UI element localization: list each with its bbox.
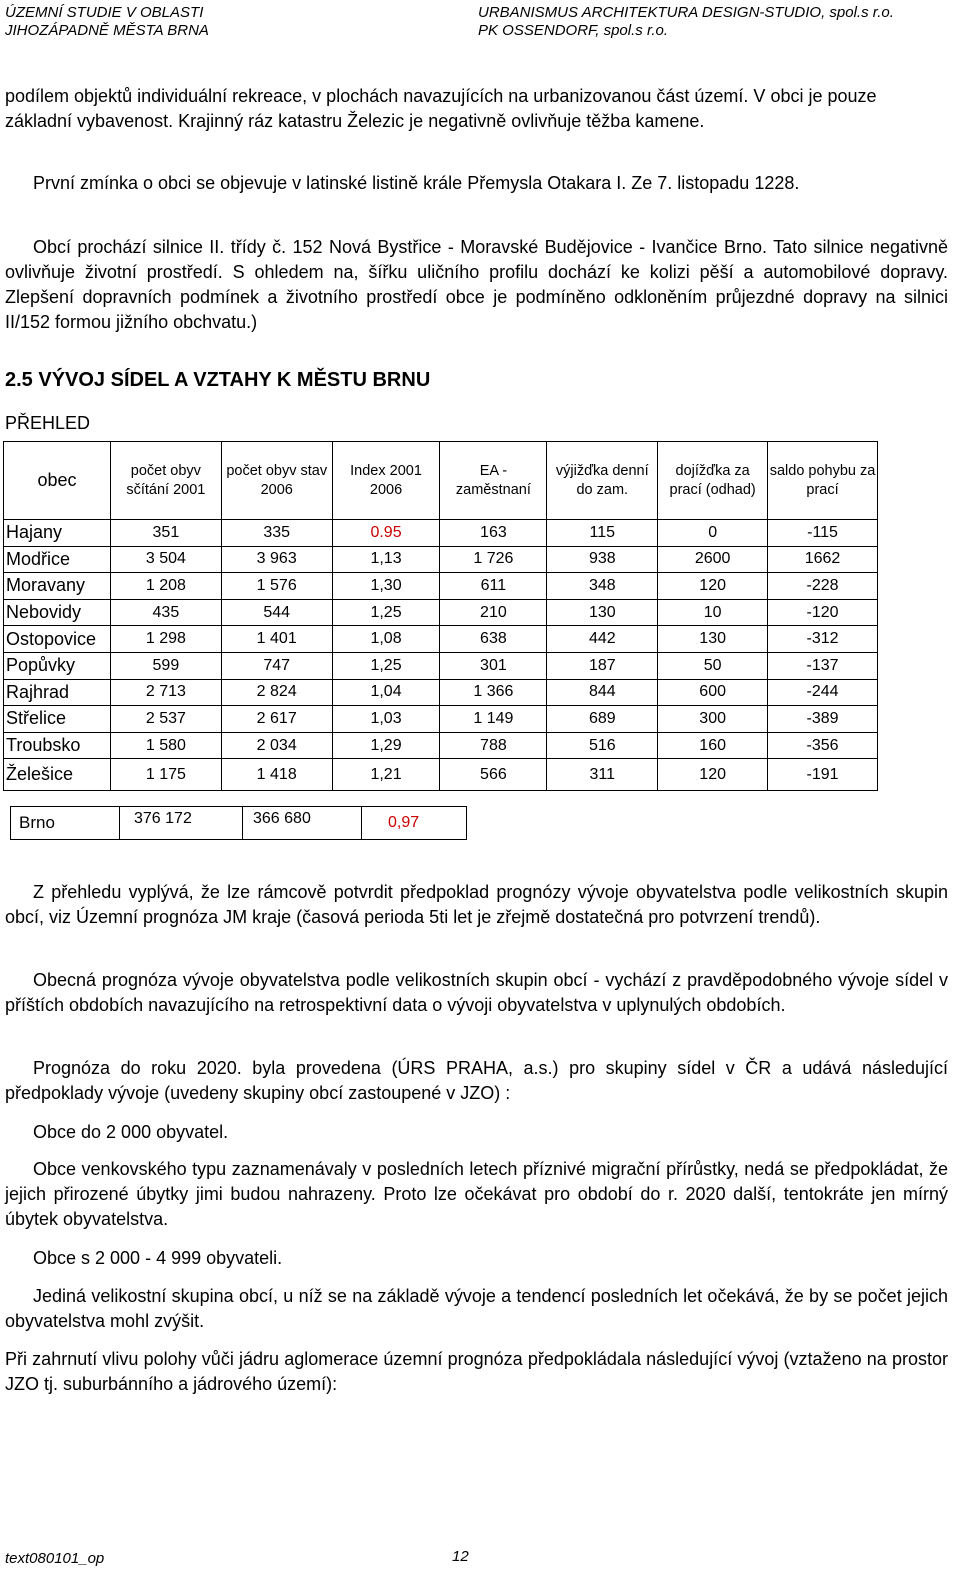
- table-row: [4, 732, 878, 759]
- table-row: [4, 573, 878, 600]
- header-right-line1: URBANISMUS ARCHITEKTURA DESIGN-STUDIO, spol.s r.o.: [478, 4, 894, 21]
- cell-index: 1,30: [332, 573, 440, 600]
- header-right: [478, 4, 894, 40]
- intro-paragraph-1: podílem objektů individuální rekreace, v plochách navazujících na urbanizovanou část území. V obci je pouze základní vybavenost. Krajinný ráz katastru Železic je negativně ovlivňuje těžba kamene.: [5, 86, 877, 131]
- cell-name: Střelice: [4, 706, 111, 733]
- footer-document-id: text080101_op: [5, 1550, 105, 1567]
- cell-census-2001: 1 208: [110, 573, 221, 600]
- cell-index: 1,03: [332, 706, 440, 733]
- header-index: Index 2001 2006: [332, 442, 440, 520]
- cell-stav-2006: 3 963: [221, 546, 332, 573]
- cell-dojizdka: 10: [658, 599, 768, 626]
- cell-index: 1,21: [332, 759, 440, 791]
- cell-census-2001: 2 713: [110, 679, 221, 706]
- header-right-line2: PK OSSENDORF, spol.s r.o.: [478, 22, 669, 39]
- cell-saldo: -228: [768, 573, 878, 600]
- cell-vyjizdka: 348: [547, 573, 658, 600]
- brno-index: 0,97: [362, 807, 467, 840]
- intro-paragraph-3: Obcí prochází silnice II. třídy č. 152 Nová Bystřice - Moravské Budějovice - Ivančice Brno. Tato silnice negativně ovlivňuje životní prostředí. S ohledem na, šířku uličního profilu dochází ke kolizi pěší a automobilové dopravy. Zlepšení dopravních podmínek a životního prostředí obce je podmíněno odkloněním průjezdné dopravy na silnici II/152 formou jižního obchvatu.): [5, 237, 948, 332]
- cell-census-2001: 435: [110, 599, 221, 626]
- cell-ea: 1 366: [440, 679, 547, 706]
- cell-stav-2006: 747: [221, 652, 332, 679]
- cell-dojizdka: 50: [658, 652, 768, 679]
- section-title: 2.5 VÝVOJ SÍDEL A VZTAHY K MĚSTU BRNU: [5, 369, 431, 391]
- cell-name: Moravany: [4, 573, 111, 600]
- cell-index: 1,13: [332, 546, 440, 573]
- cell-stav-2006: 2 617: [221, 706, 332, 733]
- table-row: [4, 759, 878, 791]
- cell-vyjizdka: 187: [547, 652, 658, 679]
- cell-dojizdka: 300: [658, 706, 768, 733]
- cell-stav-2006: 1 418: [221, 759, 332, 791]
- body-paragraph-8: Při zahrnutí vlivu polohy vůči jádru aglomerace územní prognóza předpokládala následující vývoj (vztaženo na prostor JZO tj. suburbánního a jádrového území):: [5, 1349, 948, 1394]
- cell-vyjizdka: 844: [547, 679, 658, 706]
- cell-ea: 163: [440, 520, 547, 547]
- body-paragraph-2: Obecná prognóza vývoje obyvatelstva podle velikostních skupin obcí - vychází z pravděpodobného vývoje sídel v příštích obdobích navazujícího na retrospektivní data o vývoji obyvatelstva v uplynulých obdobích.: [5, 970, 948, 1015]
- cell-stav-2006: 2 824: [221, 679, 332, 706]
- cell-census-2001: 3 504: [110, 546, 221, 573]
- cell-dojizdka: 0: [658, 520, 768, 547]
- table-row: [4, 599, 878, 626]
- body-paragraph-1: Z přehledu vyplývá, že lze rámcově potvrdit předpoklad prognózy vývoje obyvatelstva podle velikostních skupin obcí, viz Územní prognóza JM kraje (časová perioda 5ti let je zřejmě dostatečná pro potvrzení trendů).: [5, 882, 948, 927]
- cell-index: 1,25: [332, 599, 440, 626]
- cell-census-2001: 599: [110, 652, 221, 679]
- cell-vyjizdka: 130: [547, 599, 658, 626]
- cell-ea: 1 149: [440, 706, 547, 733]
- cell-name: Modřice: [4, 546, 111, 573]
- cell-name: Hajany: [4, 520, 111, 547]
- header-stav-2006: počet obyv stav 2006: [221, 442, 332, 520]
- body-paragraph-7: Jediná velikostní skupina obcí, u níž se na základě vývoje a tendencí posledních let očekává, že by se počet jejich obyvatelstva mohl zvýšit.: [5, 1286, 948, 1331]
- cell-stav-2006: 544: [221, 599, 332, 626]
- cell-index: 0.95: [332, 520, 440, 547]
- brno-stav-2006: 366 680: [243, 807, 362, 840]
- cell-ea: 788: [440, 732, 547, 759]
- cell-census-2001: 1 298: [110, 626, 221, 653]
- body-paragraph-5: Obce venkovského typu zaznamenávaly v posledních letech příznivé migrační přírůstky, nedá se předpokládat, že jejich přirozené úbytky jimi budou nahrazeny. Proto lze očekávat pro období do r. 2020 další, tentokráte jen mírný úbytek obyvatelstva.: [5, 1159, 948, 1229]
- cell-dojizdka: 120: [658, 759, 768, 791]
- cell-name: Rajhrad: [4, 679, 111, 706]
- cell-census-2001: 351: [110, 520, 221, 547]
- cell-vyjizdka: 311: [547, 759, 658, 791]
- cell-index: 1,25: [332, 652, 440, 679]
- footer-page-number: 12: [452, 1548, 469, 1565]
- header-dojizdka: dojížďka za prací (odhad): [658, 442, 768, 520]
- header-left: [5, 4, 209, 40]
- cell-stav-2006: 1 576: [221, 573, 332, 600]
- cell-saldo: -312: [768, 626, 878, 653]
- cell-dojizdka: 600: [658, 679, 768, 706]
- cell-stav-2006: 1 401: [221, 626, 332, 653]
- cell-name: Želešice: [4, 759, 111, 791]
- table-row: [4, 626, 878, 653]
- header-saldo: saldo pohybu za prací: [768, 442, 878, 520]
- cell-saldo: -115: [768, 520, 878, 547]
- cell-index: 1,04: [332, 679, 440, 706]
- header-left-line2: JIHOZÁPADNĚ MĚSTA BRNA: [5, 22, 209, 39]
- table-row: [4, 652, 878, 679]
- cell-vyjizdka: 938: [547, 546, 658, 573]
- body-paragraph-4: Obce do 2 000 obyvatel.: [33, 1122, 229, 1142]
- cell-vyjizdka: 689: [547, 706, 658, 733]
- cell-saldo: -389: [768, 706, 878, 733]
- table-row: [4, 546, 878, 573]
- cell-ea: 611: [440, 573, 547, 600]
- cell-saldo: -244: [768, 679, 878, 706]
- cell-ea: 566: [440, 759, 547, 791]
- header-census-2001: počet obyv sčítání 2001: [110, 442, 221, 520]
- cell-saldo: -120: [768, 599, 878, 626]
- cell-saldo: -137: [768, 652, 878, 679]
- cell-ea: 1 726: [440, 546, 547, 573]
- cell-census-2001: 1 175: [110, 759, 221, 791]
- cell-name: Popůvky: [4, 652, 111, 679]
- brno-table: [10, 806, 467, 840]
- table-row: [4, 679, 878, 706]
- header-obec: obec: [4, 442, 111, 520]
- table-row: [4, 520, 878, 547]
- population-table: [3, 441, 878, 791]
- cell-vyjizdka: 516: [547, 732, 658, 759]
- body-paragraph-6: Obce s 2 000 - 4 999 obyvateli.: [33, 1248, 283, 1268]
- cell-dojizdka: 130: [658, 626, 768, 653]
- cell-ea: 638: [440, 626, 547, 653]
- cell-saldo: 1662: [768, 546, 878, 573]
- cell-ea: 210: [440, 599, 547, 626]
- cell-census-2001: 2 537: [110, 706, 221, 733]
- brno-census-2001: 376 172: [120, 807, 243, 840]
- cell-vyjizdka: 442: [547, 626, 658, 653]
- cell-saldo: -191: [768, 759, 878, 791]
- brno-name: Brno: [11, 807, 120, 840]
- cell-stav-2006: 2 034: [221, 732, 332, 759]
- cell-stav-2006: 335: [221, 520, 332, 547]
- intro-paragraph-2: První zmínka o obci se objevuje v latinské listině krále Přemysla Otakara I. Ze 7. listopadu 1228.: [33, 173, 800, 193]
- cell-name: Ostopovice: [4, 626, 111, 653]
- cell-ea: 301: [440, 652, 547, 679]
- body-paragraph-3: Prognóza do roku 2020. byla provedena (ÚRS PRAHA, a.s.) pro skupiny sídel v ČR a udává následující předpoklady vývoje (uvedeny skupiny obcí zastoupené v JZO) :: [5, 1058, 948, 1103]
- table-row: [4, 706, 878, 733]
- cell-saldo: -356: [768, 732, 878, 759]
- section-subtitle: PŘEHLED: [5, 413, 91, 433]
- header-vyjizdka: výjižďka denní do zam.: [547, 442, 658, 520]
- cell-name: Troubsko: [4, 732, 111, 759]
- cell-index: 1,29: [332, 732, 440, 759]
- header-ea: EA - zaměstnaní: [440, 442, 547, 520]
- table-row: [11, 807, 467, 840]
- cell-index: 1,08: [332, 626, 440, 653]
- cell-name: Nebovidy: [4, 599, 111, 626]
- cell-dojizdka: 120: [658, 573, 768, 600]
- header-left-line1: ÚZEMNÍ STUDIE V OBLASTI: [5, 4, 204, 21]
- cell-dojizdka: 160: [658, 732, 768, 759]
- cell-dojizdka: 2600: [658, 546, 768, 573]
- cell-census-2001: 1 580: [110, 732, 221, 759]
- cell-vyjizdka: 115: [547, 520, 658, 547]
